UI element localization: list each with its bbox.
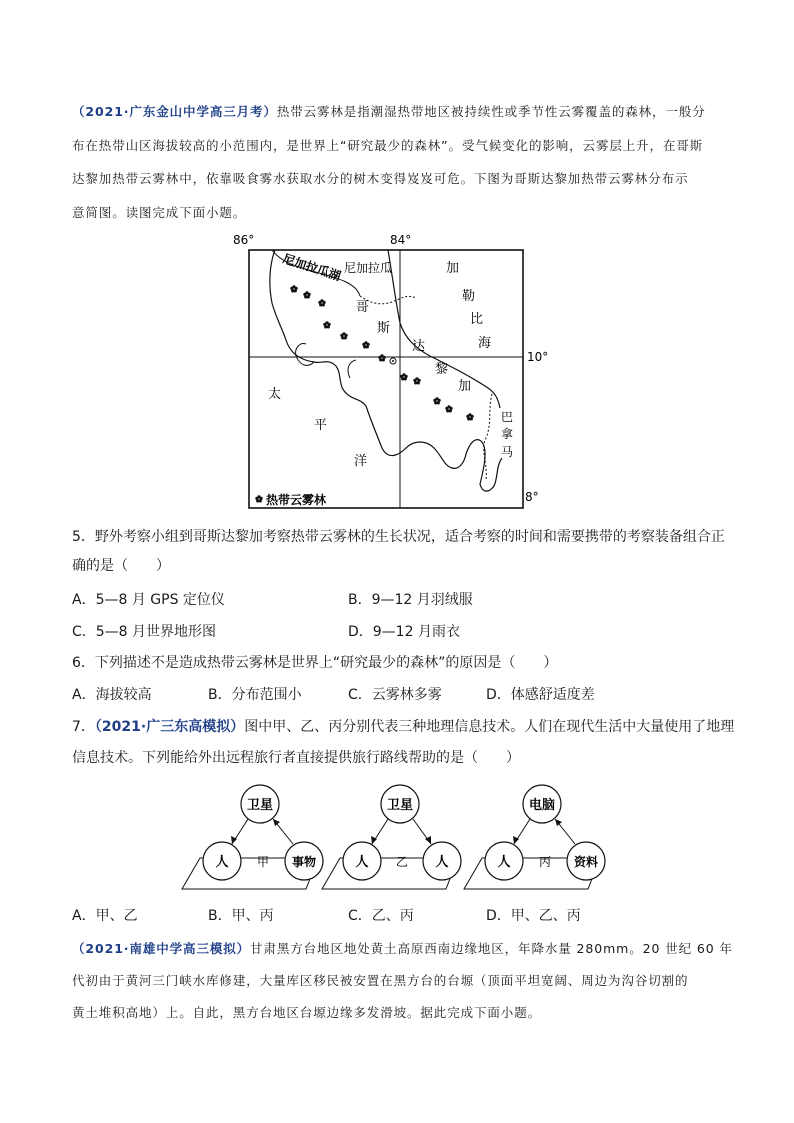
q7-stem-text: 图中甲、乙、丙分别代表三种地理信息技术。人们在现代生活中大量使用了地理 xyxy=(244,719,735,735)
costarica-label-1: 哥 xyxy=(356,300,370,315)
caribbean-label-3: 比 xyxy=(470,312,484,327)
q6-stem: 6．下列描述不是造成热带云雾林是世界上“研究最少的森林”的原因是（ ） xyxy=(72,655,558,671)
q7-source: （2021·广三东高模拟） xyxy=(94,719,245,735)
map-legend-label: 热带云雾林 xyxy=(266,493,327,507)
q5-option-c[interactable]: C．5—8 月世界地形图 xyxy=(72,624,217,640)
caribbean-label-2: 勒 xyxy=(462,289,476,304)
q6-option-a[interactable]: A．海拔较高 xyxy=(72,687,152,703)
lon-84-label: 84° xyxy=(390,233,412,247)
diagram-jia xyxy=(182,785,323,889)
panama-label-1: 巴 xyxy=(501,410,514,424)
diagram-jia-mid: 甲 xyxy=(256,855,270,869)
intro1-line1-text: 热带云雾林是指潮湿热带地区被持续性或季节性云雾覆盖的森林，一般分 xyxy=(276,104,706,119)
q7-option-c[interactable]: C．乙、丙 xyxy=(348,908,414,924)
q7-option-d[interactable]: D．甲、乙、丙 xyxy=(486,908,581,924)
q6-option-b[interactable]: B．分布范围小 xyxy=(208,687,302,703)
diagram-bing-right: 资料 xyxy=(573,855,599,869)
costarica-label-4: 黎 xyxy=(435,362,449,377)
q5-option-a[interactable]: A．5—8 月 GPS 定位仪 xyxy=(72,592,225,608)
diagram-yi xyxy=(322,785,461,889)
costarica-label-3: 达 xyxy=(412,339,426,354)
intro2-source: （2021·南雄中学高三模拟） xyxy=(72,941,251,956)
intro2-line3: 黄土堆积高地）上。自此，黑方台地区台塬边缘多发滑坡。据此完成下面小题。 xyxy=(72,1005,542,1020)
diagram-yi-top: 卫星 xyxy=(386,798,414,813)
pacific-label-3: 洋 xyxy=(354,454,368,469)
intro2-line1-text: 甘肃黑方台地区地处黄土高原西南边缘地区，年降水量 280mm。20 世纪 60 年 xyxy=(250,941,733,956)
diagram-jia-top: 卫星 xyxy=(246,798,274,813)
diagram-yi-mid: 乙 xyxy=(395,855,409,869)
diagram-yi-left: 人 xyxy=(355,855,369,870)
costarica-label-5: 加 xyxy=(458,379,472,394)
q5-option-b[interactable]: B．9—12 月羽绒服 xyxy=(348,592,473,608)
panama-label-2: 拿 xyxy=(501,427,514,441)
caribbean-label-1: 加 xyxy=(446,261,460,276)
nicaragua-label: 尼加拉瓜 xyxy=(344,261,393,275)
q7-diagrams xyxy=(176,782,626,894)
costa-rica-map xyxy=(230,228,560,513)
intro2-line2: 代初由于黄河三门峡水库修建，大量库区移民被安置在黑方台的台塬（顶面平坦宽阔、周边为沟谷切割的 xyxy=(72,973,689,988)
q5-stem-line1: 5．野外考察小组到哥斯达黎加考察热带云雾林的生长状况，适合考察的时间和需要携带的考察装备组合正 xyxy=(72,529,725,545)
q7-stem-line1 xyxy=(72,718,734,736)
panama-label-3: 马 xyxy=(501,445,514,459)
lake-label: 尼加拉瓜湖 xyxy=(281,251,343,284)
q5-stem-line2: 确的是（ ） xyxy=(72,558,170,574)
pacific-label-1: 太 xyxy=(268,387,282,402)
pacific-label-2: 平 xyxy=(314,418,328,433)
costarica-label-2: 斯 xyxy=(377,321,391,336)
intro1-line2: 布在热带山区海拔较高的小范围内，是世界上“研究最少的森林”。受气候变化的影响，云雾层上升，在哥斯 xyxy=(72,138,704,153)
diagram-bing-mid: 丙 xyxy=(538,855,552,869)
diagram-jia-right: 事物 xyxy=(291,855,317,869)
lat-8-label: 8° xyxy=(525,490,539,504)
caribbean-label-4: 海 xyxy=(478,336,492,351)
q6-option-c[interactable]: C．云雾林多雾 xyxy=(348,687,442,703)
q7-stem-line2: 信息技术。下列能给外出远程旅行者直接提供旅行路线帮助的是（ ） xyxy=(72,750,520,766)
diagram-bing-left: 人 xyxy=(497,855,511,870)
lon-86-label: 86° xyxy=(233,233,255,247)
diagram-jia-left: 人 xyxy=(215,855,229,870)
q7-option-b[interactable]: B．甲、丙 xyxy=(208,908,274,924)
q5-option-d[interactable]: D．9—12 月雨衣 xyxy=(348,624,460,640)
intro1-line3: 达黎加热带云雾林中，依靠吸食雾水获取水分的树木变得岌岌可危。下图为哥斯达黎加热带云雾林分布示 xyxy=(72,171,689,186)
lat-10-label: 10° xyxy=(527,350,549,364)
q7-number: 7． xyxy=(72,719,95,735)
intro1-source: （2021·广东金山中学高三月考） xyxy=(72,104,277,119)
diagram-yi-right: 人 xyxy=(435,855,449,870)
intro1-line1 xyxy=(72,103,706,121)
diagram-bing-top: 电脑 xyxy=(528,798,556,813)
intro2-line1 xyxy=(72,940,733,958)
q7-option-a[interactable]: A．甲、乙 xyxy=(72,908,138,924)
diagram-bing xyxy=(464,785,605,889)
q6-option-d[interactable]: D．体感舒适度差 xyxy=(486,687,595,703)
intro1-line4: 意简图。读图完成下面小题。 xyxy=(72,205,247,220)
